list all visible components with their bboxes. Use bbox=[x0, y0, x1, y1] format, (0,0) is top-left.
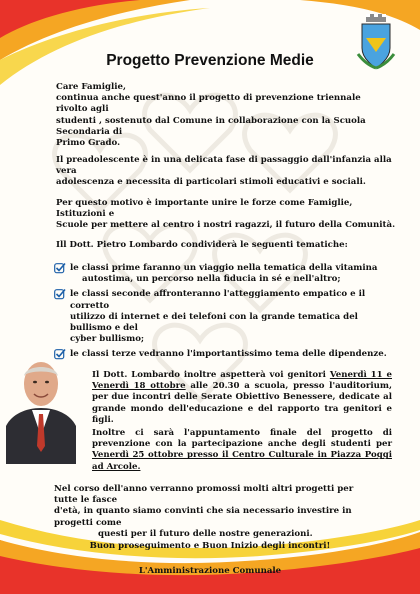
final-event-paragraph bbox=[92, 428, 392, 473]
paragraph-line: Scuole per mettere al centro i nostri ragazzi, il futuro della Comunità. bbox=[56, 220, 396, 231]
topics-list bbox=[54, 263, 390, 365]
speaker-photo bbox=[6, 346, 76, 464]
final-event-date: Venerdì 25 ottobre presso il Centro Culturale in Piazza Poggi ad Arcole. bbox=[92, 450, 392, 472]
community-paragraph bbox=[56, 198, 396, 232]
topics-intro: Ill Dott. Pietro Lombardo condividerà le seguenti tematiche: bbox=[56, 240, 348, 250]
paragraph-line: Nel corso dell'anno verranno promossi molti altri progetti per tutte le fasce bbox=[54, 484, 354, 506]
future-projects-paragraph bbox=[54, 484, 374, 540]
parents-meetings-paragraph bbox=[92, 370, 392, 426]
intro-line: Primo Grado. bbox=[56, 138, 121, 149]
bullet-line: utilizzo di internet e dei telefoni con la grande tematica del bullismo e del bbox=[70, 311, 358, 334]
paragraph-text: Inoltre ci sarà l'appuntamento finale del progetto di prevenzione con la partecipazione anche degli studenti per bbox=[92, 428, 392, 450]
bullet-line: le classi seconde affronteranno l'atteggiamento empatico e il corretto bbox=[70, 289, 366, 311]
closing-greeting: Buon proseguimento e Buon Inizio degli incontri! bbox=[89, 541, 331, 551]
greeting: Care Famiglie, bbox=[56, 82, 126, 92]
paragraph-text: Il Dott. Lombardo inoltre aspetterà voi genitori bbox=[92, 370, 330, 380]
signature: L'Amministrazione Comunale bbox=[138, 566, 282, 576]
meeting-dates: Venerdì 11 e Venerdì 18 ottobre bbox=[92, 370, 392, 392]
paragraph-line: Per questo motivo è importante unire le forze come Famiglie, Istituzioni e bbox=[56, 198, 353, 220]
preadolescent-paragraph bbox=[56, 155, 396, 189]
paragraph-line: questi per il futuro delle nostre generazioni. bbox=[98, 528, 313, 539]
checkbox-checked-icon bbox=[54, 262, 66, 274]
list-item bbox=[54, 349, 390, 360]
paragraph-line: d'età, in quanto siamo convinti che sia necessario investire in progetti come bbox=[54, 506, 352, 528]
paragraph-line: Il preadolescente è in una delicata fase di passaggio dall'infanzia alla vera bbox=[56, 155, 392, 177]
paragraph-line: adolescenza e necessita di particolari stimoli educativi e sociali. bbox=[56, 177, 366, 188]
paragraph-text: alle 20.30 a scuola, presso l'auditorium, per due incontri delle Serate Obiettivo Benessere, dedicate al grande mondo dell'educazione e del rapporto tra genitori e figli. bbox=[92, 381, 392, 425]
intro-line: studenti , sostenuto dal Comune in collaborazione con la Scuola Secondaria di bbox=[56, 115, 366, 137]
bullet-line: le classi terze vedranno l'importantissimo tema delle dipendenze. bbox=[70, 349, 387, 360]
bullet-line: le classi prime faranno un viaggio nella tematica della vitamina bbox=[70, 263, 378, 273]
page-title: Progetto Prevenzione Medie bbox=[106, 52, 314, 69]
intro-paragraph bbox=[56, 82, 386, 149]
list-item bbox=[54, 289, 390, 345]
intro-line: continua anche quest'anno il progetto di prevenzione triennale rivolto agli bbox=[56, 93, 361, 115]
checkbox-checked-icon bbox=[54, 288, 66, 300]
bullet-line: cyber bullismo; bbox=[70, 334, 145, 345]
list-item bbox=[54, 263, 390, 285]
bullet-line: autostima, un percorso nella fiducia in sé e nell'altro; bbox=[82, 274, 341, 285]
